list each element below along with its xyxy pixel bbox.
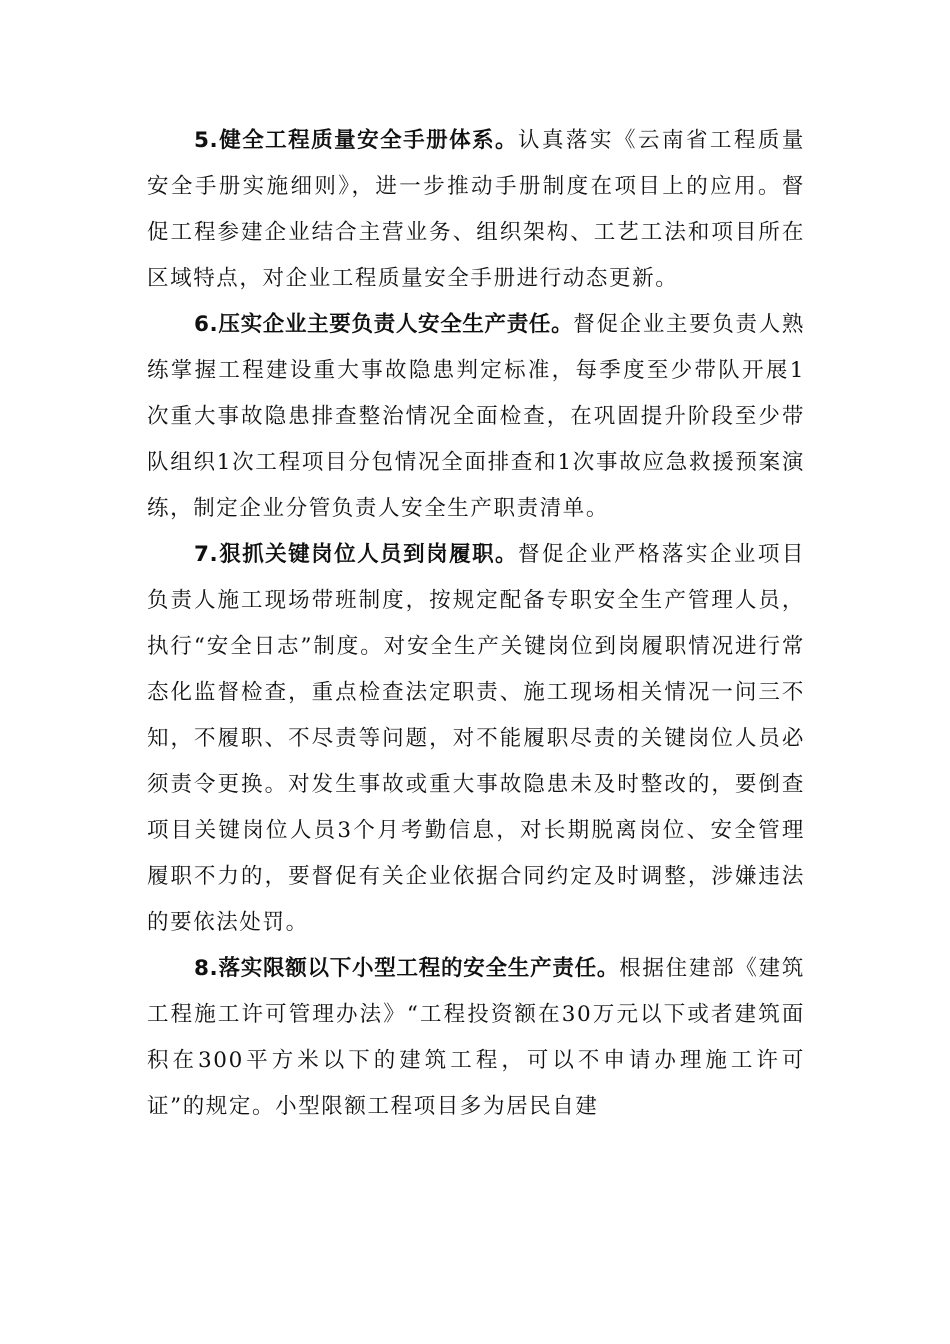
paragraph-body: 认真落实《云南省工程质量安全手册实施细则》，进一步推动手册制度在项目上的应用。督促工程参建企业结合主营业务、组织架构、工艺工法和项目所在区域特点，对企业工程质量安全手册进行动态更新。: [147, 128, 805, 291]
paragraph-body: 督促企业严格落实企业项目负责人施工现场带班制度，按规定配备专职安全生产管理人员，执行“安全日志”制度。对安全生产关键岗位到岗履职情况进行常态化监督检查，重点检查法定职责、施工现场相关情况一问三不知，不履职、不尽责等问题，对不能履职尽责的关键岗位人员必须责令更换。对发生事故或重大事故隐患未及时整改的，要倒查项目关键岗位人员3个月考勤信息，对长期脱离岗位、安全管理履职不力的，要督促有关企业依据合同约定及时调整，涉嫌违法的要依法处罚。: [147, 542, 805, 935]
paragraph-heading: 6.压实企业主要负责人安全生产责任。: [194, 312, 574, 337]
paragraph-heading: 7.狠抓关键岗位人员到岗履职。: [194, 542, 519, 567]
paragraph-6: [147, 302, 805, 532]
document-page: [147, 118, 805, 1130]
paragraph-body: 根据住建部《建筑工程施工许可管理办法》“工程投资额在30万元以下或者建筑面积在300平方米以下的建筑工程，可以不申请办理施工许可证”的规定。小型限额工程项目多为居民自建: [147, 956, 805, 1119]
paragraph-heading: 8.落实限额以下小型工程的安全生产责任。: [194, 956, 620, 981]
paragraph-7: [147, 532, 805, 946]
paragraph-8: [147, 946, 805, 1130]
paragraph-body: 督促企业主要负责人熟练掌握工程建设重大事故隐患判定标准，每季度至少带队开展1次重大事故隐患排查整治情况全面检查，在巩固提升阶段至少带队组织1次工程项目分包情况全面排查和1次事故应急救援预案演练，制定企业分管负责人安全生产职责清单。: [147, 312, 805, 521]
paragraph-5: [147, 118, 805, 302]
paragraph-heading: 5.健全工程质量安全手册体系。: [194, 128, 519, 153]
